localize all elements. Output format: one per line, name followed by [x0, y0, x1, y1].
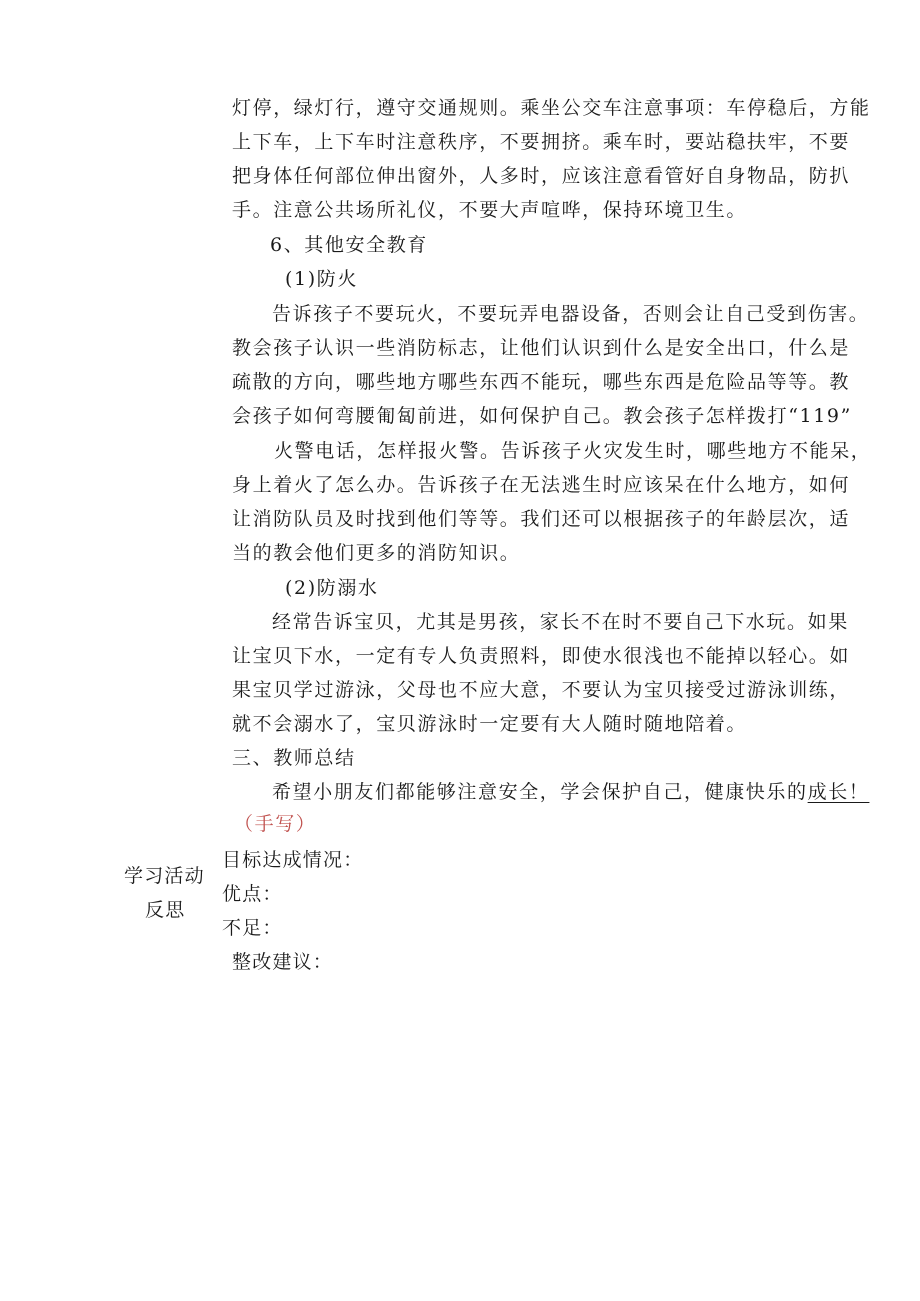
body-line: 疏散的方向，哪些地方哪些东西不能玩，哪些东西是危险品等等。教 — [232, 371, 851, 393]
body-line: 经常告诉宝贝，尤其是男孩，家长不在时不要自己下水玩。如果 — [272, 611, 849, 633]
body-line: 让宝贝下水，一定有专人负责照料，即使水很浅也不能掉以轻心。如 — [232, 645, 851, 667]
section-heading: 三、教师总结 — [232, 747, 356, 769]
subsection-heading: (2)防溺水 — [285, 577, 379, 599]
body-line: 会孩子如何弯腰匍匐前进，如何保护自己。教会孩子怎样拨打“119” — [232, 405, 852, 427]
suggestions-label: 整改建议： — [232, 951, 334, 973]
reflection-label-line2: 反思 — [145, 899, 186, 921]
body-line: 把身体任何部位伸出窗外，人多时，应该注意看管好自身物品，防扒 — [232, 165, 851, 187]
body-line: 身上着火了怎么办。告诉孩子在无法逃生时应该呆在什么地方，如何 — [232, 474, 851, 496]
body-line: 让消防队员及时找到他们等等。我们还可以根据孩子的年龄层次，适 — [232, 508, 851, 530]
body-line: 当的教会他们更多的消防知识。 — [232, 542, 521, 564]
subsection-heading: (1)防火 — [285, 268, 358, 290]
goal-achievement-label: 目标达成情况： — [222, 849, 364, 871]
handwritten-note: （手写） — [234, 813, 317, 835]
body-line: 火警电话，怎样报火警。告诉孩子火灾发生时，哪些地方不能呆， — [274, 440, 872, 462]
closing-underlined-text: 成长！ — [807, 781, 870, 803]
body-line: 果宝贝学过游泳，父母也不应大意，不要认为宝贝接受过游泳训练， — [232, 679, 851, 701]
body-line: 教会孩子认识一些消防标志，让他们认识到什么是安全出口，什么是 — [232, 337, 851, 359]
closing-text: 希望小朋友们都能够注意安全，学会保护自己，健康快乐的 — [272, 781, 808, 803]
body-line: 上下车，上下车时注意秩序，不要拥挤。乘车时，要站稳扶牢，不要 — [232, 131, 851, 153]
body-line: 灯停，绿灯行，遵守交通规则。乘坐公交车注意事项：车停稳后，方能 — [232, 97, 871, 119]
closing-line — [272, 780, 869, 804]
weaknesses-label: 不足： — [222, 917, 283, 939]
body-line: 就不会溺水了，宝贝游泳时一定要有大人随时随地陪着。 — [232, 713, 748, 735]
strengths-label: 优点： — [222, 883, 283, 905]
section-heading: 6、其他安全教育 — [270, 234, 428, 256]
reflection-label-line1: 学习活动 — [124, 865, 205, 887]
body-line: 手。注意公共场所礼仪，不要大声喧哗，保持环境卫生。 — [232, 199, 748, 221]
body-line: 告诉孩子不要玩火，不要玩弄电器设备，否则会让自己受到伤害。 — [272, 303, 870, 325]
